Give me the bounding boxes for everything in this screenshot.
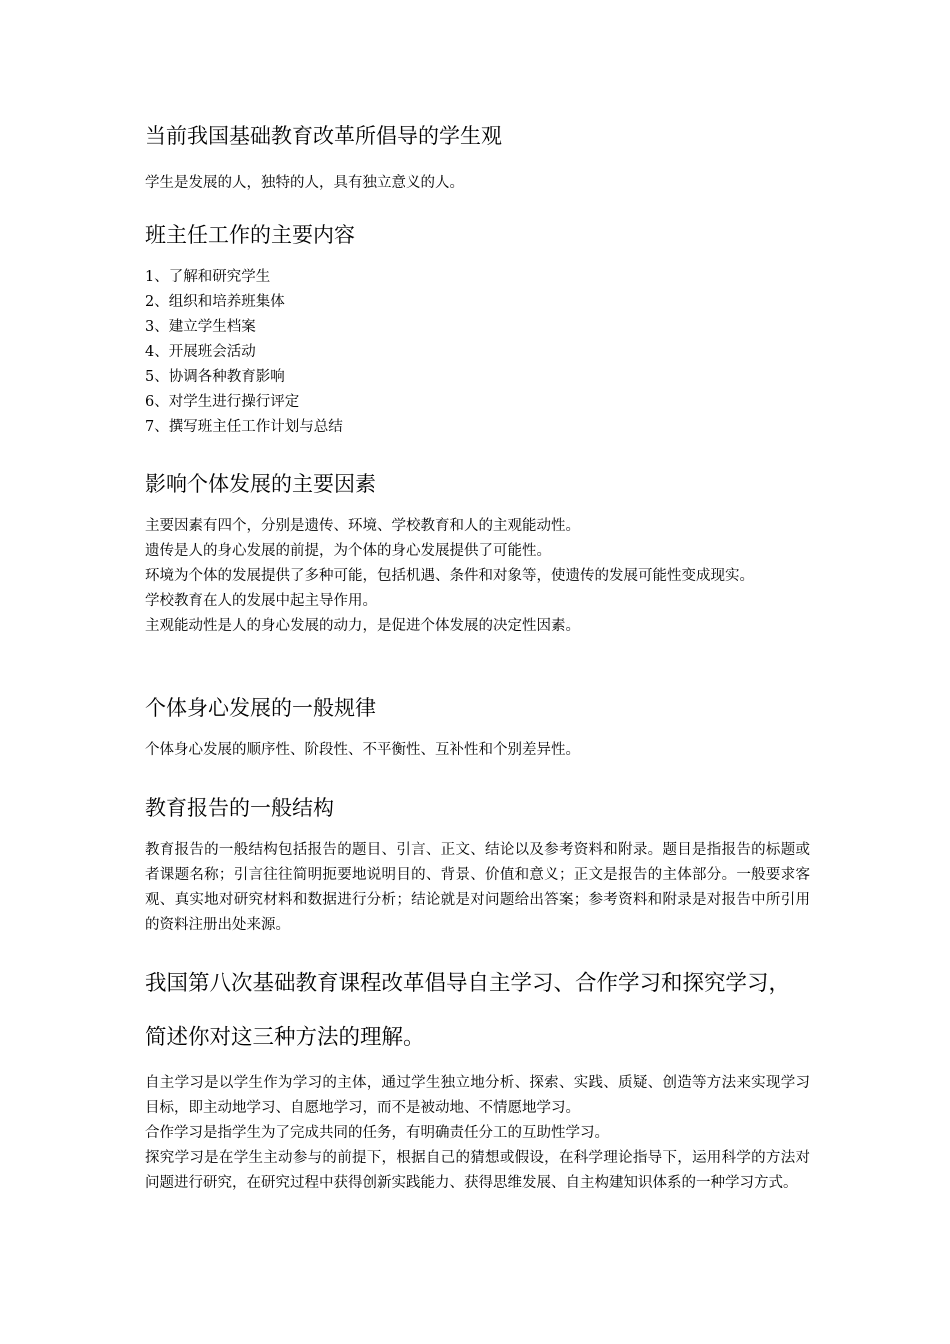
section-paragraph: 探究学习是在学生主动参与的前提下，根据自己的猜想或假设，在科学理论指导下，运用科学的方法对问题进行研究，在研究过程中获得创新实践能力、获得思维发展、自主构建知识体系的一种学习方式。 (145, 1150, 810, 1191)
list-item: 5、协调各种教育影响 (145, 369, 285, 385)
list-item: 2、组织和培养班集体 (145, 294, 285, 310)
list-item: 7、撰写班主任工作计划与总结 (145, 419, 343, 435)
section-head-teacher-duties (145, 221, 810, 440)
section-heading-line-2: 简述你对这三种方法的理解。 (145, 1025, 425, 1050)
section-paragraph: 主要因素有四个，分别是遗传、环境、学校教育和人的主观能动性。 (145, 518, 580, 534)
section-report-structure (145, 794, 810, 938)
list-item: 4、开展班会活动 (145, 344, 256, 360)
section-paragraph: 学生是发展的人，独特的人，具有独立意义的人。 (145, 175, 464, 191)
list-item: 1、了解和研究学生 (145, 269, 271, 285)
section-paragraph: 教育报告的一般结构包括报告的题目、引言、正文、结论以及参考资料和附录。题目是指报告的标题或者课题名称；引言往往简明扼要地说明目的、背景、价值和意义；正文是报告的主体部分。一般要求客观、真实地对研究材料和数据进行分析；结论就是对问题给出答案；参考资料和附录是对报告中所引用的资料注册出处来源。 (145, 842, 810, 933)
section-heading: 班主任工作的主要内容 (145, 223, 355, 247)
section-development-rules (145, 694, 810, 763)
section-heading: 影响个体发展的主要因素 (145, 472, 376, 496)
section-student-view (145, 122, 810, 196)
section-paragraph: 自主学习是以学生作为学习的主体，通过学生独立地分析、探索、实践、质疑、创造等方法来实现学习目标，即主动地学习、自愿地学习，而不是被动地、不情愿地学习。 (145, 1075, 810, 1116)
section-development-factors (145, 470, 810, 639)
section-paragraph: 环境为个体的发展提供了多种可能，包括机遇、条件和对象等，使遗传的发展可能性变成现实。 (145, 568, 754, 584)
section-paragraph: 学校教育在人的发展中起主导作用。 (145, 593, 377, 609)
list-item: 3、建立学生档案 (145, 319, 256, 335)
section-learning-methods (145, 970, 810, 1196)
section-paragraph: 合作学习是指学生为了完成共同的任务，有明确责任分工的互助性学习。 (145, 1125, 609, 1141)
section-paragraph: 主观能动性是人的身心发展的动力，是促进个体发展的决定性因素。 (145, 618, 580, 634)
section-heading: 个体身心发展的一般规律 (145, 696, 376, 720)
list-item: 6、对学生进行操行评定 (145, 394, 300, 410)
section-heading: 当前我国基础教育改革所倡导的学生观 (145, 124, 502, 148)
section-heading: 教育报告的一般结构 (145, 796, 334, 820)
section-paragraph: 个体身心发展的顺序性、阶段性、不平衡性、互补性和个别差异性。 (145, 742, 580, 758)
section-paragraph: 遗传是人的身心发展的前提，为个体的身心发展提供了可能性。 (145, 543, 551, 559)
section-heading-line-1: 我国第八次基础教育课程改革倡导自主学习、合作学习和探究学习， (145, 971, 791, 996)
